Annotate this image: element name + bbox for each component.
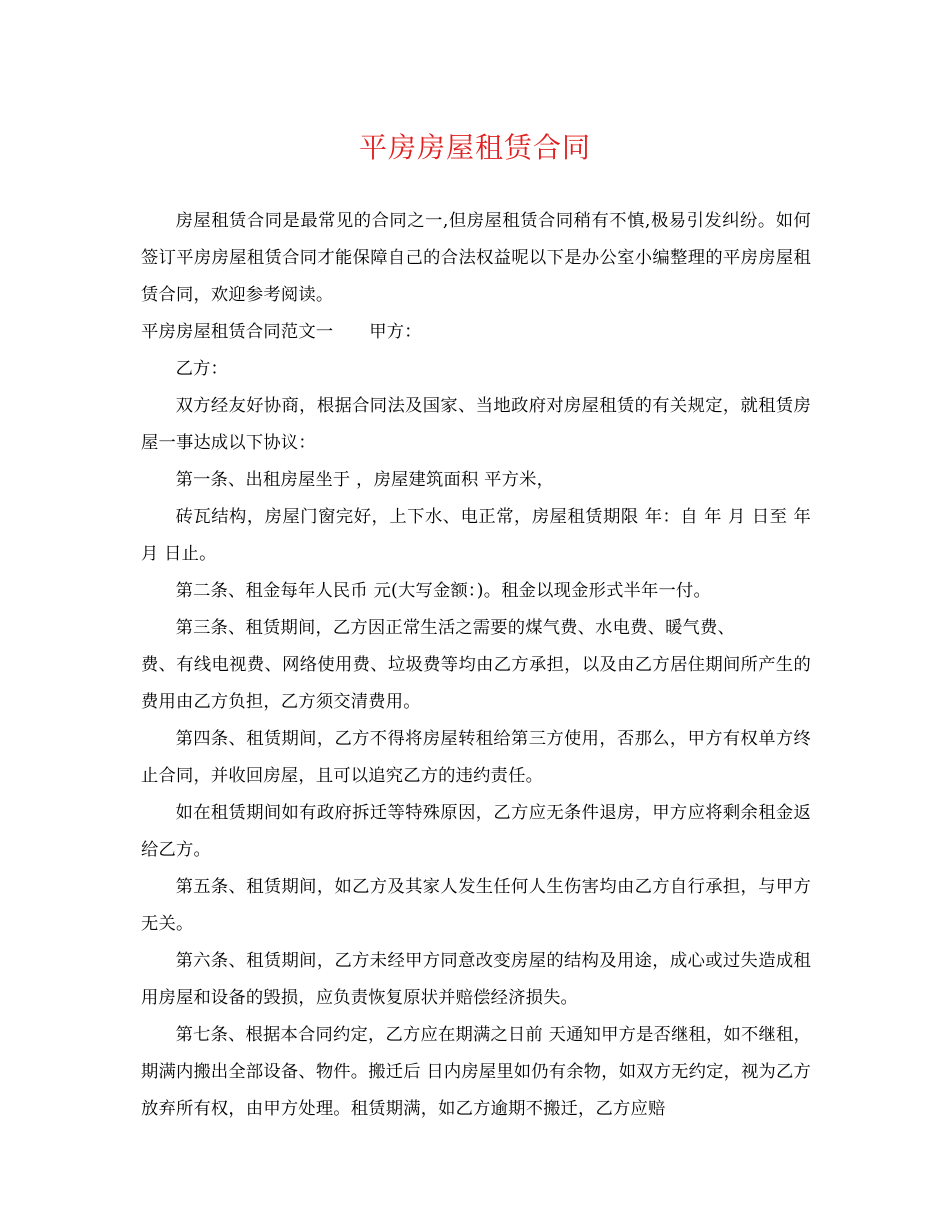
party-b-label: 乙方： [175, 359, 229, 379]
document-body [141, 203, 811, 1128]
clause-6: 第六条、租赁期间，乙方未经甲方同意改变房屋的结构及用途，成心或过失造成租用房屋和设备的毁损，应负责恢复原状并赔偿经济损失。 [141, 951, 811, 1008]
clause-4: 第四条、租赁期间，乙方不得将房屋转租给第三方使用，否那么，甲方有权单方终止合同，并收回房屋，且可以追究乙方的违约责任。 [141, 729, 811, 786]
clause-3-part-b: 费、有线电视费、网络使用费、垃圾费等均由乙方承担，以及由乙方居住期间所产生的费用由乙方负担，乙方须交清费用。 [141, 655, 811, 712]
clause-1-continuation: 砖瓦结构，房屋门窗完好，上下水、电正常，房屋租赁期限 年：自 年 月 日至 年 月 日止。 [141, 507, 811, 564]
preamble-paragraph: 双方经友好协商，根据合同法及国家、当地政府对房屋租赁的有关规定，就租赁房屋一事达成以下协议： [141, 396, 811, 453]
clause-2: 第二条、租金每年人民币 元(大写金额：)。租金以现金形式半年一付。 [175, 581, 711, 601]
clause-3-part-a: 第三条、租赁期间，乙方因正常生活之需要的煤气费、水电费、暖气费、 [175, 618, 735, 638]
clause-4-extra: 如在租赁期间如有政府拆迁等特殊原因，乙方应无条件退房，甲方应将剩余租金返给乙方。 [141, 803, 811, 860]
party-a-label: 甲方： [369, 322, 422, 342]
sample-heading-line [141, 314, 811, 351]
document-title: 平房房屋租赁合同 [358, 131, 591, 164]
clause-7: 第七条、根据本合同约定，乙方应在期满之日前 天通知甲方是否继租，如不继租，期满内搬出全部设备、物件。搬迁后 日内房屋里如仍有余物，如双方无约定，视为乙方放弃所有权，由甲方处理。租赁期满，如乙方逾期不搬迁，乙方应赔 [141, 1025, 811, 1119]
sample-heading: 平房房屋租赁合同范文一 [141, 322, 334, 342]
clause-1: 第一条、出租房屋坐于 ，房屋建筑面积 平方米， [175, 470, 555, 490]
clause-5: 第五条、租赁期间，如乙方及其家人发生任何人生伤害均由乙方自行承担，与甲方无关。 [141, 877, 811, 934]
intro-paragraph: 房屋租赁合同是最常见的合同之一,但房屋租赁合同稍有不慎,极易引发纠纷。如何签订平房房屋租赁合同才能保障自己的合法权益呢以下是办公室小编整理的平房房屋租赁合同，欢迎参考阅读。 [141, 211, 811, 305]
